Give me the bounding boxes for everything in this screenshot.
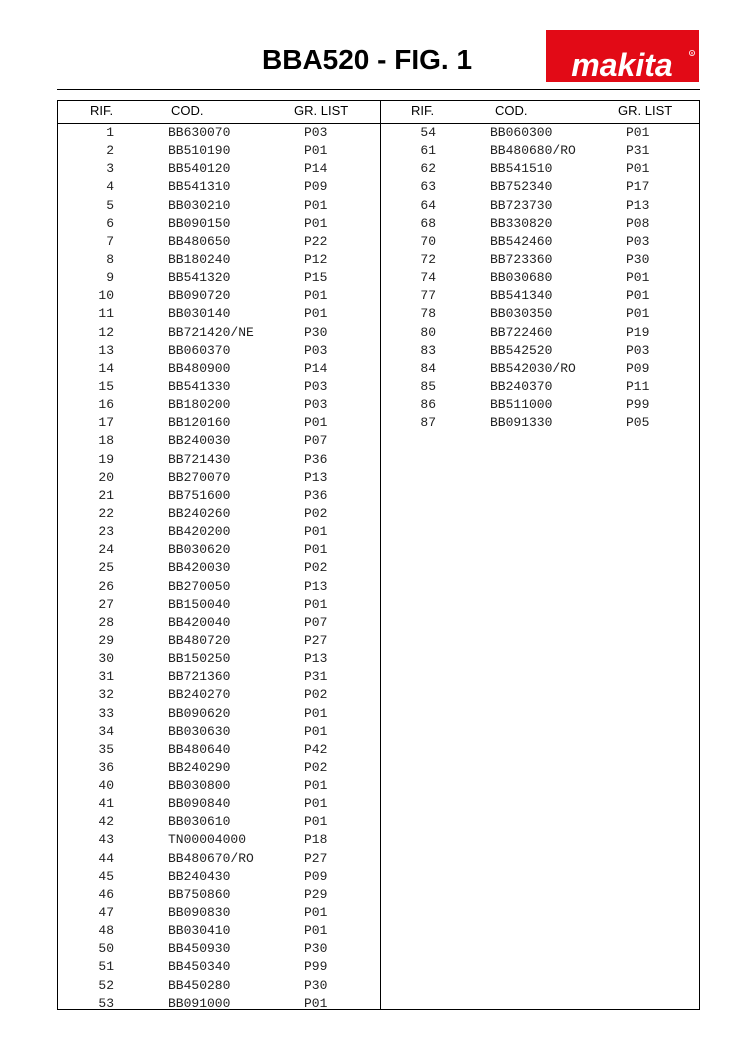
group-cell: P13: [304, 469, 328, 485]
group-cell: P01: [304, 542, 328, 558]
group-cell: P36: [304, 451, 328, 467]
code-cell: BB540120: [168, 161, 231, 177]
rif-cell: 20: [98, 469, 114, 485]
page-title: BBA520 - FIG. 1: [262, 44, 473, 75]
code-cell: BB541510: [490, 161, 553, 177]
code-cell: BB030630: [168, 723, 231, 739]
code-cell: BB480640: [168, 741, 231, 757]
code-cell: BB723730: [490, 197, 553, 213]
rif-cell: 1: [106, 125, 114, 140]
makita-logo: [546, 30, 699, 82]
group-cell: P01: [304, 215, 328, 231]
rif-cell: 53: [98, 995, 114, 1011]
code-cell: BB030210: [168, 197, 231, 213]
group-cell: P07: [304, 433, 328, 449]
group-cell: P01: [304, 905, 328, 921]
rif-cell: 10: [98, 288, 114, 304]
rif-cell: 80: [420, 324, 436, 340]
rif-cell: 47: [98, 905, 114, 921]
code-cell: BB541310: [168, 179, 231, 195]
svg-text:R: R: [690, 51, 694, 56]
code-cell: BB240260: [168, 505, 231, 521]
rif-cell: 13: [98, 342, 114, 358]
rif-cell: 40: [98, 778, 114, 794]
rif-cell: 14: [98, 360, 114, 376]
left-header-rif: RIF.: [90, 103, 114, 118]
rif-cell: 15: [98, 378, 114, 394]
group-cell: P03: [304, 378, 328, 394]
group-cell: P01: [304, 415, 328, 431]
group-cell: P01: [626, 161, 650, 177]
code-cell: BB630070: [168, 125, 231, 140]
code-cell: BB480680/RO: [490, 143, 576, 159]
group-cell: P18: [304, 832, 328, 848]
code-cell: BB090840: [168, 796, 231, 812]
group-cell: P30: [626, 251, 650, 267]
code-cell: BB420200: [168, 524, 231, 540]
code-cell: BB030610: [168, 814, 231, 830]
group-cell: P01: [304, 778, 328, 794]
right-header-rif: RIF.: [411, 103, 435, 118]
group-cell: P99: [626, 397, 650, 413]
group-cell: P08: [626, 215, 650, 231]
rif-cell: 36: [98, 759, 114, 775]
rif-cell: 52: [98, 977, 114, 993]
group-cell: P07: [304, 614, 328, 630]
code-cell: BB091330: [490, 415, 553, 431]
code-cell: BB510190: [168, 143, 231, 159]
code-cell: BB542520: [490, 342, 553, 358]
code-cell: BB480670/RO: [168, 850, 254, 866]
rif-cell: 17: [98, 415, 114, 431]
rif-cell: 24: [98, 542, 114, 558]
rif-cell: 50: [98, 941, 114, 957]
code-cell: BB150040: [168, 596, 231, 612]
rif-cell: 77: [420, 288, 436, 304]
code-cell: BB060370: [168, 342, 231, 358]
group-cell: P01: [304, 923, 328, 939]
code-cell: BB030350: [490, 306, 553, 322]
code-cell: BB180200: [168, 397, 231, 413]
code-cell: BB090150: [168, 215, 231, 231]
group-cell: P13: [304, 578, 328, 594]
rif-cell: 30: [98, 651, 114, 667]
group-cell: P01: [304, 306, 328, 322]
code-cell: BB450930: [168, 941, 231, 957]
rif-cell: 46: [98, 886, 114, 902]
rif-cell: 5: [106, 197, 114, 213]
group-cell: P11: [626, 378, 650, 394]
title-rule: [57, 89, 700, 90]
code-cell: BB541320: [168, 270, 231, 286]
group-cell: P01: [304, 288, 328, 304]
rif-cell: 32: [98, 687, 114, 703]
rif-cell: 33: [98, 705, 114, 721]
rif-cell: 68: [420, 215, 436, 231]
code-cell: BB240030: [168, 433, 231, 449]
code-cell: BB750860: [168, 886, 231, 902]
rif-cell: 2: [106, 143, 114, 159]
code-cell: BB420030: [168, 560, 231, 576]
rif-cell: 29: [98, 632, 114, 648]
code-cell: BB751600: [168, 487, 231, 503]
group-cell: P17: [626, 179, 650, 195]
group-cell: P01: [304, 143, 328, 159]
group-cell: P03: [304, 342, 328, 358]
group-cell: P01: [304, 596, 328, 612]
rif-cell: 22: [98, 505, 114, 521]
code-cell: BB270050: [168, 578, 231, 594]
code-cell: BB420040: [168, 614, 231, 630]
rif-cell: 72: [420, 251, 436, 267]
code-cell: BB480720: [168, 632, 231, 648]
left-header-gr-list: GR. LIST: [294, 103, 349, 118]
rif-cell: 87: [420, 415, 436, 431]
header-divider: [58, 123, 699, 124]
rif-cell: 7: [106, 233, 114, 249]
rif-cell: 78: [420, 306, 436, 322]
group-cell: P01: [626, 288, 650, 304]
group-cell: P27: [304, 632, 328, 648]
rif-cell: 74: [420, 270, 436, 286]
column-divider: [380, 101, 381, 1009]
rif-cell: 61: [420, 143, 436, 159]
code-cell: BB722460: [490, 324, 553, 340]
group-cell: P01: [304, 796, 328, 812]
rif-cell: 35: [98, 741, 114, 757]
rif-cell: 43: [98, 832, 114, 848]
code-cell: BB030620: [168, 542, 231, 558]
rif-cell: 51: [98, 959, 114, 975]
group-cell: P01: [304, 814, 328, 830]
code-cell: BB752340: [490, 179, 553, 195]
parts-table: [57, 100, 700, 1010]
group-cell: P13: [626, 197, 650, 213]
code-cell: TN00004000: [168, 832, 247, 848]
rif-cell: 26: [98, 578, 114, 594]
code-cell: BB090720: [168, 288, 231, 304]
group-cell: P30: [304, 941, 328, 957]
group-cell: P09: [304, 179, 328, 195]
group-cell: P01: [304, 723, 328, 739]
code-cell: BB150250: [168, 651, 231, 667]
group-cell: P31: [304, 669, 328, 685]
code-cell: BB330820: [490, 215, 553, 231]
group-cell: P02: [304, 505, 328, 521]
code-cell: BB240430: [168, 868, 231, 884]
rif-cell: 83: [420, 342, 436, 358]
code-cell: BB721430: [168, 451, 231, 467]
rif-cell: 45: [98, 868, 114, 884]
code-cell: BB090830: [168, 905, 231, 921]
rif-cell: 25: [98, 560, 114, 576]
group-cell: P01: [626, 270, 650, 286]
group-cell: P01: [304, 995, 328, 1011]
rif-cell: 41: [98, 796, 114, 812]
code-cell: BB480900: [168, 360, 231, 376]
group-cell: P01: [304, 524, 328, 540]
rif-cell: 64: [420, 197, 436, 213]
rif-cell: 21: [98, 487, 114, 503]
code-cell: BB450340: [168, 959, 231, 975]
rif-cell: 4: [106, 179, 114, 195]
code-cell: BB240290: [168, 759, 231, 775]
code-cell: BB541330: [168, 378, 231, 394]
group-cell: P03: [304, 397, 328, 413]
rif-cell: 54: [420, 125, 436, 140]
code-cell: BB030140: [168, 306, 231, 322]
rif-cell: 44: [98, 850, 114, 866]
rif-cell: 8: [106, 251, 114, 267]
group-cell: P05: [626, 415, 650, 431]
group-cell: P22: [304, 233, 328, 249]
rif-cell: 6: [106, 215, 114, 231]
rif-cell: 18: [98, 433, 114, 449]
right-header-cod: COD.: [495, 103, 528, 118]
rif-cell: 16: [98, 397, 114, 413]
rif-cell: 34: [98, 723, 114, 739]
group-cell: P36: [304, 487, 328, 503]
group-cell: P01: [304, 197, 328, 213]
rif-cell: 31: [98, 669, 114, 685]
group-cell: P01: [304, 705, 328, 721]
rif-cell: 23: [98, 524, 114, 540]
code-cell: BB511000: [490, 397, 553, 413]
group-cell: P30: [304, 977, 328, 993]
group-cell: P12: [304, 251, 328, 267]
rif-cell: 85: [420, 378, 436, 394]
group-cell: P01: [626, 306, 650, 322]
group-cell: P14: [304, 360, 328, 376]
group-cell: P02: [304, 687, 328, 703]
rif-cell: 48: [98, 923, 114, 939]
code-cell: BB030410: [168, 923, 231, 939]
code-cell: BB542030/RO: [490, 360, 576, 376]
rif-cell: 42: [98, 814, 114, 830]
group-cell: P29: [304, 886, 328, 902]
code-cell: BB120160: [168, 415, 231, 431]
code-cell: BB270070: [168, 469, 231, 485]
rif-cell: 84: [420, 360, 436, 376]
group-cell: P01: [626, 125, 650, 140]
code-cell: BB060300: [490, 125, 553, 140]
code-cell: BB240370: [490, 378, 553, 394]
group-cell: P09: [304, 868, 328, 884]
rif-cell: 28: [98, 614, 114, 630]
rif-cell: 12: [98, 324, 114, 340]
code-cell: BB240270: [168, 687, 231, 703]
rif-cell: 62: [420, 161, 436, 177]
rif-cell: 19: [98, 451, 114, 467]
rif-cell: 63: [420, 179, 436, 195]
rif-cell: 27: [98, 596, 114, 612]
code-cell: BB180240: [168, 251, 231, 267]
rif-cell: 3: [106, 161, 114, 177]
group-cell: P15: [304, 270, 328, 286]
code-cell: BB450280: [168, 977, 231, 993]
group-cell: P14: [304, 161, 328, 177]
code-cell: BB090620: [168, 705, 231, 721]
code-cell: BB541340: [490, 288, 553, 304]
group-cell: P19: [626, 324, 650, 340]
group-cell: P03: [626, 233, 650, 249]
rif-cell: 70: [420, 233, 436, 249]
group-cell: P42: [304, 741, 328, 757]
group-cell: P30: [304, 324, 328, 340]
group-cell: P02: [304, 560, 328, 576]
code-cell: BB721360: [168, 669, 231, 685]
rif-cell: 9: [106, 270, 114, 286]
brand-wordmark: makita: [571, 47, 673, 82]
rif-cell: 11: [98, 306, 114, 322]
makita-logo-icon: [546, 30, 699, 82]
group-cell: P27: [304, 850, 328, 866]
group-cell: P13: [304, 651, 328, 667]
code-cell: BB723360: [490, 251, 553, 267]
code-cell: BB091000: [168, 995, 231, 1011]
group-cell: P02: [304, 759, 328, 775]
group-cell: P31: [626, 143, 650, 159]
group-cell: P03: [626, 342, 650, 358]
code-cell: BB480650: [168, 233, 231, 249]
left-header-cod: COD.: [171, 103, 204, 118]
group-cell: P99: [304, 959, 328, 975]
group-cell: P03: [304, 125, 328, 140]
code-cell: BB030800: [168, 778, 231, 794]
code-cell: BB721420/NE: [168, 324, 254, 340]
right-header-gr-list: GR. LIST: [618, 103, 673, 118]
group-cell: P09: [626, 360, 650, 376]
code-cell: BB030680: [490, 270, 553, 286]
code-cell: BB542460: [490, 233, 553, 249]
rif-cell: 86: [420, 397, 436, 413]
